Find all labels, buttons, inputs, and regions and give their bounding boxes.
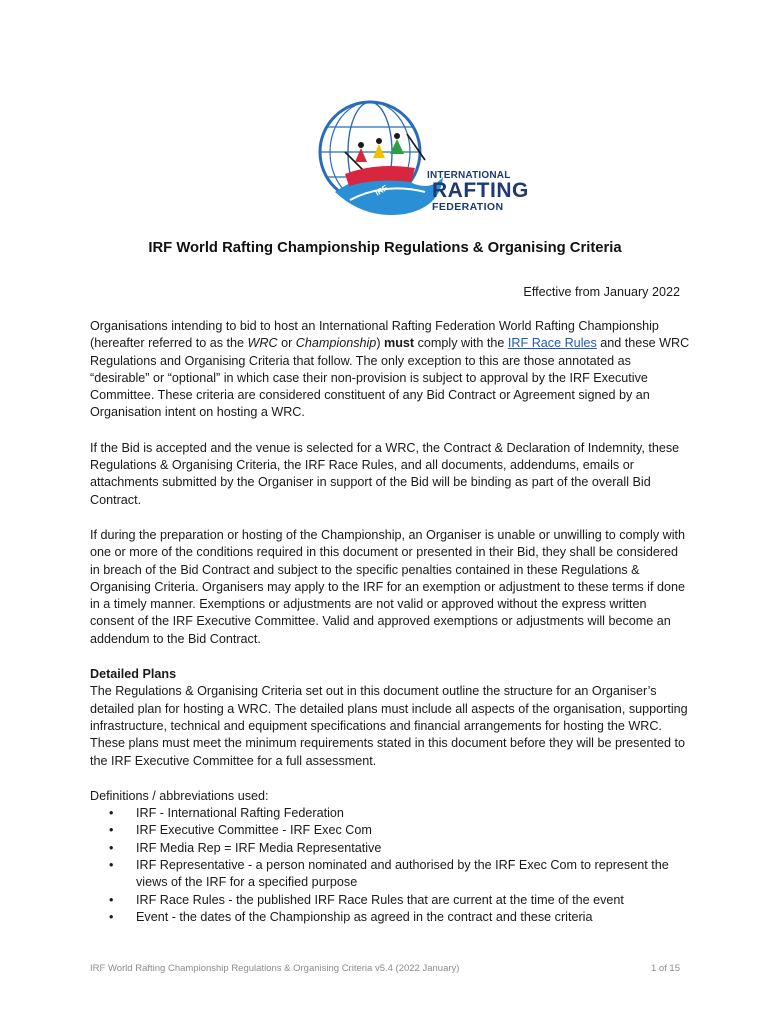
irf-logo [315,82,529,222]
logo-line-international: INTERNATIONAL [427,170,511,181]
effective-date: Effective from January 2022 [523,285,680,299]
intro-text-d: comply with the [414,336,508,351]
intro-wrc-term: WRC [247,336,278,351]
paragraph-intro [90,318,690,422]
intro-text-e: and these WRC Regulations and Organising Criteria that follow. The only exception to this are those annotated as “desirable” or “optional” in which case their non-provision is subject to approval by the IRF Executive Committee. These criteria are considered constituent of any Bid Contract or Agreement signed by an Organisation intent on hosting a WRC. [90,336,690,420]
list-item: • IRF Media Rep = IRF Media Representative [136,840,690,857]
logo-badge-irf: IRF [373,183,390,198]
intro-must-emphasis: must [384,336,415,351]
list-item: • IRF Representative - a person nominated and authorised by the IRF Exec Com to represent the views of the IRF for a specified purpose [136,857,690,892]
section-definitions [90,788,690,926]
intro-text-c: ) [376,336,385,351]
definitions-intro: Definitions / abbreviations used: [90,788,269,803]
detailed-plans-heading: Detailed Plans [90,667,177,682]
irf-race-rules-link[interactable]: IRF Race Rules [507,336,597,351]
logo-line-rafting: RAFTING [432,179,529,202]
detailed-plans-text: The Regulations & Organising Criteria set out in this document outline the structure for an Organiser’s detailed plan for hosting a WRC. The detailed plans must include all aspects of the organisation, supporting infrastructure, technical and equipment specifications and financial arrangements for hosting the WRC. These plans must meet the minimum requirements stated in this document before they will be presented to the IRF Executive Committee for a full assessment. [90,684,688,768]
footer-text: IRF World Rafting Championship Regulations & Organising Criteria v5.4 (2022 January) [90,963,460,974]
intro-championship-term: Championship [295,336,377,351]
document-title: IRF World Rafting Championship Regulations & Organising Criteria [148,240,622,256]
list-item: • IRF Race Rules - the published IRF Race Rules that are current at the time of the event [136,892,690,909]
intro-text-b: or [277,336,296,351]
list-item: • Event - the dates of the Championship as agreed in the contract and these criteria [136,909,690,926]
list-item: • IRF Executive Committee - IRF Exec Com [136,822,690,839]
paragraph-breach: If during the preparation or hosting of the Championship, an Organiser is unable or unwilling to comply with one or more of the conditions required in this document or presented in their Bid, they shall be considered in breach of the Bid Contract and subject to the specific penalties contained in these Regulations & Organising Criteria. Organisers may apply to the IRF for an exemption or adjustment to these terms if done in a timely manner. Exemptions or adjustments are not valid or approved without the express written consent of the IRF Executive Committee. Valid and approved exemptions or adjustments will become an addendum to the Bid Contract. [90,527,686,646]
paragraph-bid-accepted: If the Bid is accepted and the venue is selected for a WRC, the Contract & Declaration of Indemnity, these Regulations & Organising Criteria, the IRF Race Rules, and all documents, addendums, emails or attachments submitted by the Organiser in support of the Bid will be binding as part of the overall Bid Contract. [90,440,680,507]
document-body [90,318,690,926]
page-number: 1 of 15 [650,963,680,974]
intro-text-a: Organisations intending to bid to host an International Rafting Federation World Rafting Championship (hereafter referred to as the [90,319,659,351]
section-detailed-plans [90,666,690,770]
definitions-list [90,805,690,926]
logo-line-federation: FEDERATION [432,201,504,213]
list-item: • IRF - International Rafting Federation [136,805,690,822]
